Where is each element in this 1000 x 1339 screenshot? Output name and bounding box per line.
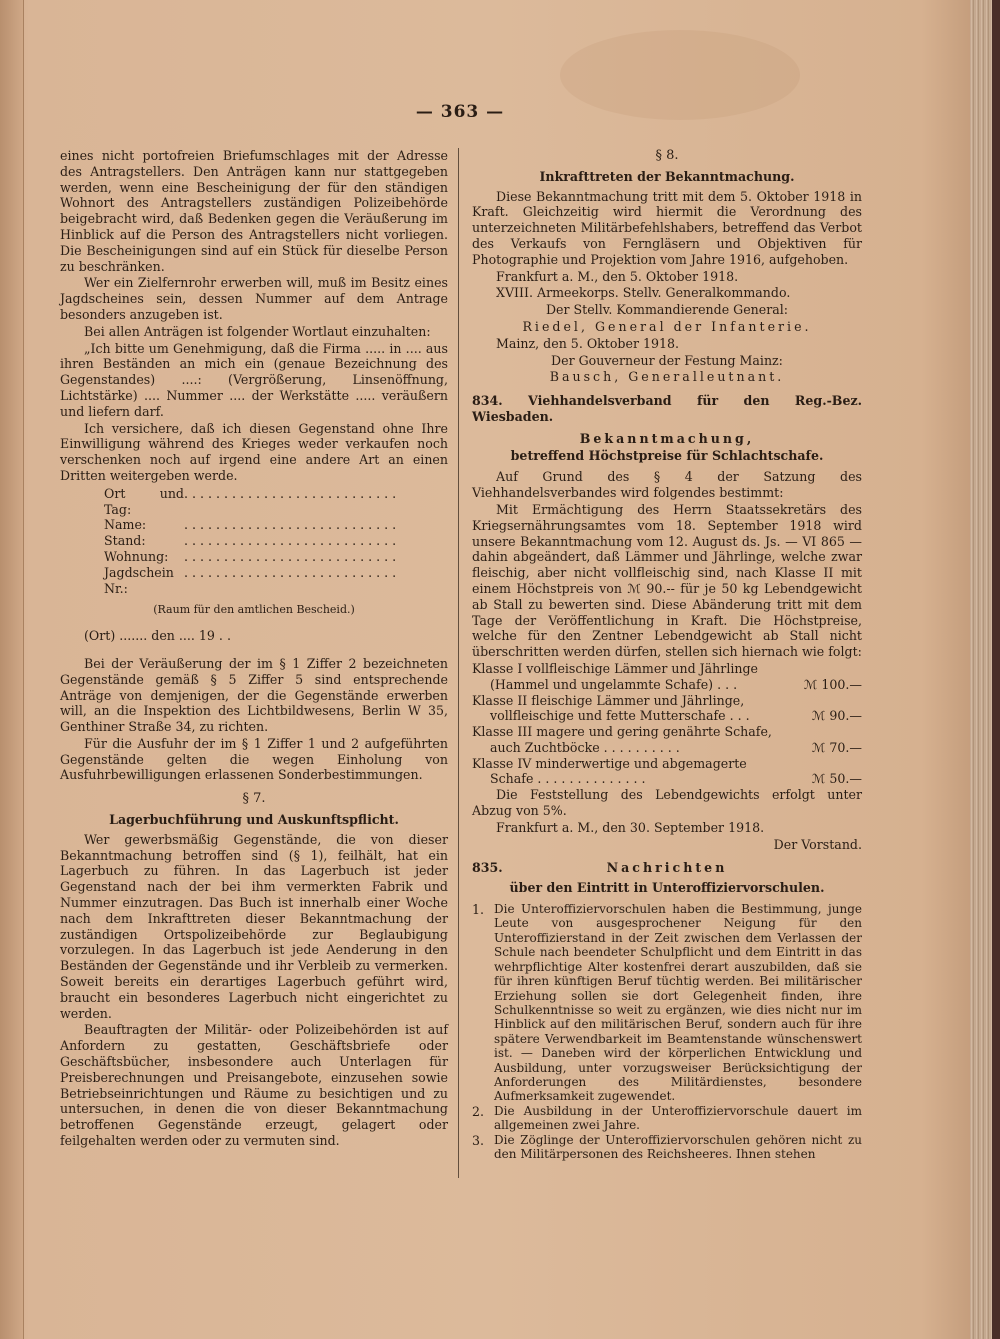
item-text: Die Unteroffiziervorschulen haben die Bestimmung, junge Leute von ausgesprochener Neigung für den Unteroffizierstand in der Zeit zwischen dem Verlassen der Schule nach beendeter Schulpflicht und dem Eintritt in das wehrpflichtige Alter kostenfrei derart auszubilden, daß sie für ihren künftigen Beruf tüchtig werden. Bei militärischer Erziehung sollen sie dort Gelegenheit finden, ihre Schulkenntnisse so weit zu ergänzen, wie dies nicht nur im Hinblick auf den militärischen Beruf, sondern auch für ihre spätere Verwendbarkeit im Beamtenstande wünschenswert ist. — Daneben wird der körperlichen Entwicklung und Ausbildung, unter vorzugsweiser Berücksichtigung der Anforderungen des Militärdienstes, besondere Aufmerksamkeit zugewendet.	[494, 902, 862, 1104]
list-item	[472, 1133, 862, 1162]
notice-subtitle: betreffend Höchstpreise für Schlachtschafe.	[510, 447, 824, 463]
price-desc: Schafe . . . . . . . . . . . . . .	[490, 771, 646, 787]
price-amount: ℳ 70.—	[811, 739, 862, 755]
price-line	[472, 708, 862, 724]
list-item	[472, 902, 862, 1104]
paragraph: Diese Bekanntmachung tritt mit dem 5. Oktober 1918 in Kraft. Gleichzeitig wird hiermit die Verordnung des unterzeichneten Militärbefehlshabers, betreffend das Verbot des Verkaufs von Ferngläsern und Objektiven für Photographie und Projektion vom Jahre 1916, aufgehoben.	[472, 188, 862, 267]
list-item	[472, 1104, 862, 1133]
price-line	[472, 740, 862, 756]
form-row	[60, 533, 448, 549]
paragraph: Ich versichere, daß ich diesen Gegenstand ohne Ihre Einwilligung während des Krieges weder verkaufen noch verschenken noch auf irgend eine andere Art an einen Dritten weitergeben werde.	[60, 420, 448, 483]
section-title: Lagerbuchführung und Auskunftspflicht.	[109, 812, 399, 828]
notice-number: 835.	[472, 860, 503, 876]
signature-line: Frankfurt a. M., den 5. Oktober 1918.	[496, 268, 739, 284]
section-number: § 7.	[242, 791, 266, 807]
left-column	[60, 148, 448, 1150]
form-label: Ort und Tag:	[104, 485, 184, 517]
right-column	[472, 148, 862, 1161]
notice-heading: 834. Viehhandelsverband für den Reg.-Bez. Wiesbaden.	[472, 393, 862, 424]
price-amount: ℳ 100.—	[803, 676, 862, 692]
price-table	[472, 661, 862, 787]
price-row	[472, 661, 862, 693]
bescheid-note: (Raum für den amtlichen Bescheid.)	[153, 603, 355, 617]
signature-line: XVIII. Armeekorps. Stellv. Generalkommando.	[496, 285, 791, 301]
signature-line: Der Gouverneur der Festung Mainz:	[551, 352, 783, 368]
notice-title: Bekanntmachung,	[579, 430, 755, 446]
paragraph: Für die Ausfuhr der im § 1 Ziffer 1 und 2 aufgeführten Gegenstände gelten die wegen Einholung von Ausfuhrbewilligungen erlassenen Sonderbestimmungen.	[60, 735, 448, 783]
form-label: Name:	[104, 517, 147, 533]
form-row	[60, 486, 448, 518]
page-gutter	[0, 0, 24, 1339]
signature-line: Riedel, General der Infanterie.	[522, 318, 812, 334]
item-text: Die Zöglinge der Unteroffiziervorschulen gehören nicht zu den Militärpersonen des Reichsheeres. Ihnen stehen	[494, 1132, 862, 1161]
price-class: Klasse II fleischige Lämmer und Jährlinge,	[472, 692, 745, 708]
paragraph: Bei der Veräußerung der im § 1 Ziffer 2 bezeichneten Gegenstände gemäß § 5 Ziffer 5 sind entsprechende Anträge von demjenigen, der die Gegenstände erwerben will, an die Inspektion des Lichtbildwesens, Berlin W 35, Genthiner Straße 34, zu richten.	[60, 655, 448, 735]
place-date-line: (Ort) ....... den .... 19 . .	[84, 628, 231, 644]
price-desc: auch Zuchtböcke . . . . . . . . . .	[490, 739, 680, 755]
form-row	[60, 565, 448, 597]
form-block	[60, 486, 448, 597]
signature-line: Frankfurt a. M., den 30. September 1918.	[496, 819, 765, 835]
price-line	[472, 677, 862, 693]
paragraph: Mit Ermächtigung des Herrn Staatssekretärs des Kriegsernährungsamtes vom 18. September 1918 wird unsere Bekanntmachung vom 12. August ds. Js. — VI 865 — dahin abgeändert, daß Lämmer und Jährlinge, welche zwar fleischig, aber nicht vollfleischig sind, nach Klasse II mit einem Höchstpreis von ℳ 90.-- für je 50 kg Lebendgewicht ab Stall zu bewerten sind. Diese Abänderung tritt mit dem Tage der Veröffentlichung in Kraft. Die Höchstpreise, welche für den Zentner Lebendgewicht ab Stall nicht überschritten werden dürfen, stellen sich hiernach wie folgt:	[472, 501, 862, 660]
item-text: Die Ausbildung in der Unteroffiziervorschule dauert im allgemeinen zwei Jahre.	[494, 1103, 862, 1133]
section-title: Inkrafttreten der Bekanntmachung.	[539, 168, 795, 184]
notice-title: Nachrichten	[606, 860, 728, 876]
paragraph: Bei allen Anträgen ist folgender Wortlaut einzuhalten:	[84, 323, 431, 339]
form-label: Jagdschein Nr.:	[104, 564, 174, 596]
page-number: — 363 —	[415, 102, 505, 122]
signature-line: Bausch, Generalleutnant.	[549, 369, 785, 385]
form-dots: ...........................	[184, 564, 401, 580]
paragraph: Auf Grund des § 4 der Satzung des Viehhandelsverbandes wird folgendes bestimmt:	[472, 469, 862, 501]
price-row	[472, 756, 862, 788]
item-number: 3.	[472, 1132, 485, 1148]
paragraph: Wer ein Zielfernrohr erwerben will, muß im Besitz eines Jagdscheines sein, dessen Nummer auf dem Antrage besonders anzugeben ist.	[60, 275, 448, 322]
form-label: Stand:	[104, 533, 146, 549]
book-cover-edge	[992, 0, 1000, 1339]
price-line	[472, 771, 862, 787]
notice-heading-row	[472, 860, 862, 876]
price-amount: ℳ 90.—	[811, 708, 862, 724]
section-number: § 8.	[655, 148, 679, 163]
paragraph: eines nicht portofreien Briefumschlages mit der Adresse des Antragstellers. Den Anträgen kann nur stattgegeben werden, wenn eine Bescheinigung der für den ständigen Wohnort des Antragstellers zuständigen Polizeibehörde beigebracht wird, daß Bedenken gegen die Veräußerung im Hinblick auf die Person des Antragstellers nicht vorliegen. Die Bescheinigungen sind auf ein Stück für dieselbe Person zu beschränken.	[60, 148, 448, 274]
form-row	[60, 549, 448, 565]
item-number: 2.	[472, 1103, 485, 1119]
price-class: Klasse IV minderwertige und abgemagerte	[472, 755, 747, 771]
price-desc: (Hammel und ungelammte Schafe) . . .	[490, 676, 738, 692]
price-class: Klasse III magere und gering genährte Schafe,	[472, 724, 772, 740]
form-dots: ...........................	[184, 517, 401, 533]
form-dots: ...........................	[184, 533, 401, 549]
price-amount: ℳ 50.—	[811, 771, 862, 787]
column-rule	[458, 148, 459, 1178]
form-dots: ...........................	[184, 485, 401, 501]
paragraph: Beauftragten der Militär- oder Polizeibehörden ist auf Anfordern zu gestatten, Geschäftsbriefe oder Geschäftsbücher, insbesondere auch Unterlagen für Preisberechnungen und Preisangebote, einzusehen sowie Betriebseinrichtungen und Räume zu besichtigen und zu untersuchen, in denen die von dieser Bekanntmachung betroffenen Gegenstände erzeugt, gelagert oder feilgehalten werden oder zu vermuten sind.	[60, 1022, 448, 1149]
signature-line: Der Stellv. Kommandierende General:	[545, 302, 789, 318]
paper-stain	[560, 30, 800, 120]
signature-line: Mainz, den 5. Oktober 1918.	[496, 335, 680, 351]
price-desc: vollfleischige und fette Mutterschafe . . .	[490, 708, 750, 724]
form-label: Wohnung:	[104, 548, 169, 564]
form-row	[60, 517, 448, 533]
notice-subtitle: über den Eintritt in Unteroffiziervorschulen.	[509, 880, 825, 896]
paragraph: Wer gewerbsmäßig Gegenstände, die von dieser Bekanntmachung betroffen sind (§ 1), feilhält, hat ein Lagerbuch zu führen. In das Lagerbuch ist jeder Gegenstand nach der bei ihm vermerkten Fabrik und Nummer einzutragen. Das Buch ist innerhalb einer Woche nach dem Inkrafttreten dieser Bekanntmachung der zuständigen Ortspolizeibehörde zur Beglaubigung vorzulegen. In das Lagerbuch ist jede Aenderung in den Beständen der Gegenstände und ihr Verbleib zu vermerken. Soweit bereits ein derartiges Lagerbuch geführt wird, braucht ein besonderes Lagerbuch nicht eingerichtet zu werden.	[60, 831, 448, 1021]
item-number: 1.	[472, 902, 485, 918]
signature-line: Der Vorstand.	[773, 836, 862, 852]
price-row	[472, 693, 862, 725]
price-row	[472, 724, 862, 756]
form-dots: ...........................	[184, 548, 401, 564]
paragraph: Die Feststellung des Lebendgewichts erfolgt unter Abzug von 5%.	[472, 787, 862, 819]
paragraph: „Ich bitte um Genehmigung, daß die Firma ..... in .... aus ihren Beständen an mich ein (genaue Bezeichnung des Gegenstandes) ....: (Vergrößerung, Linsenöffnung, Lichtstärke) .... Nummer .... der Werkstätte ..... veräußern und liefern darf.	[60, 340, 448, 419]
price-class: Klasse I vollfleischige Lämmer und Jährlinge	[472, 660, 758, 676]
